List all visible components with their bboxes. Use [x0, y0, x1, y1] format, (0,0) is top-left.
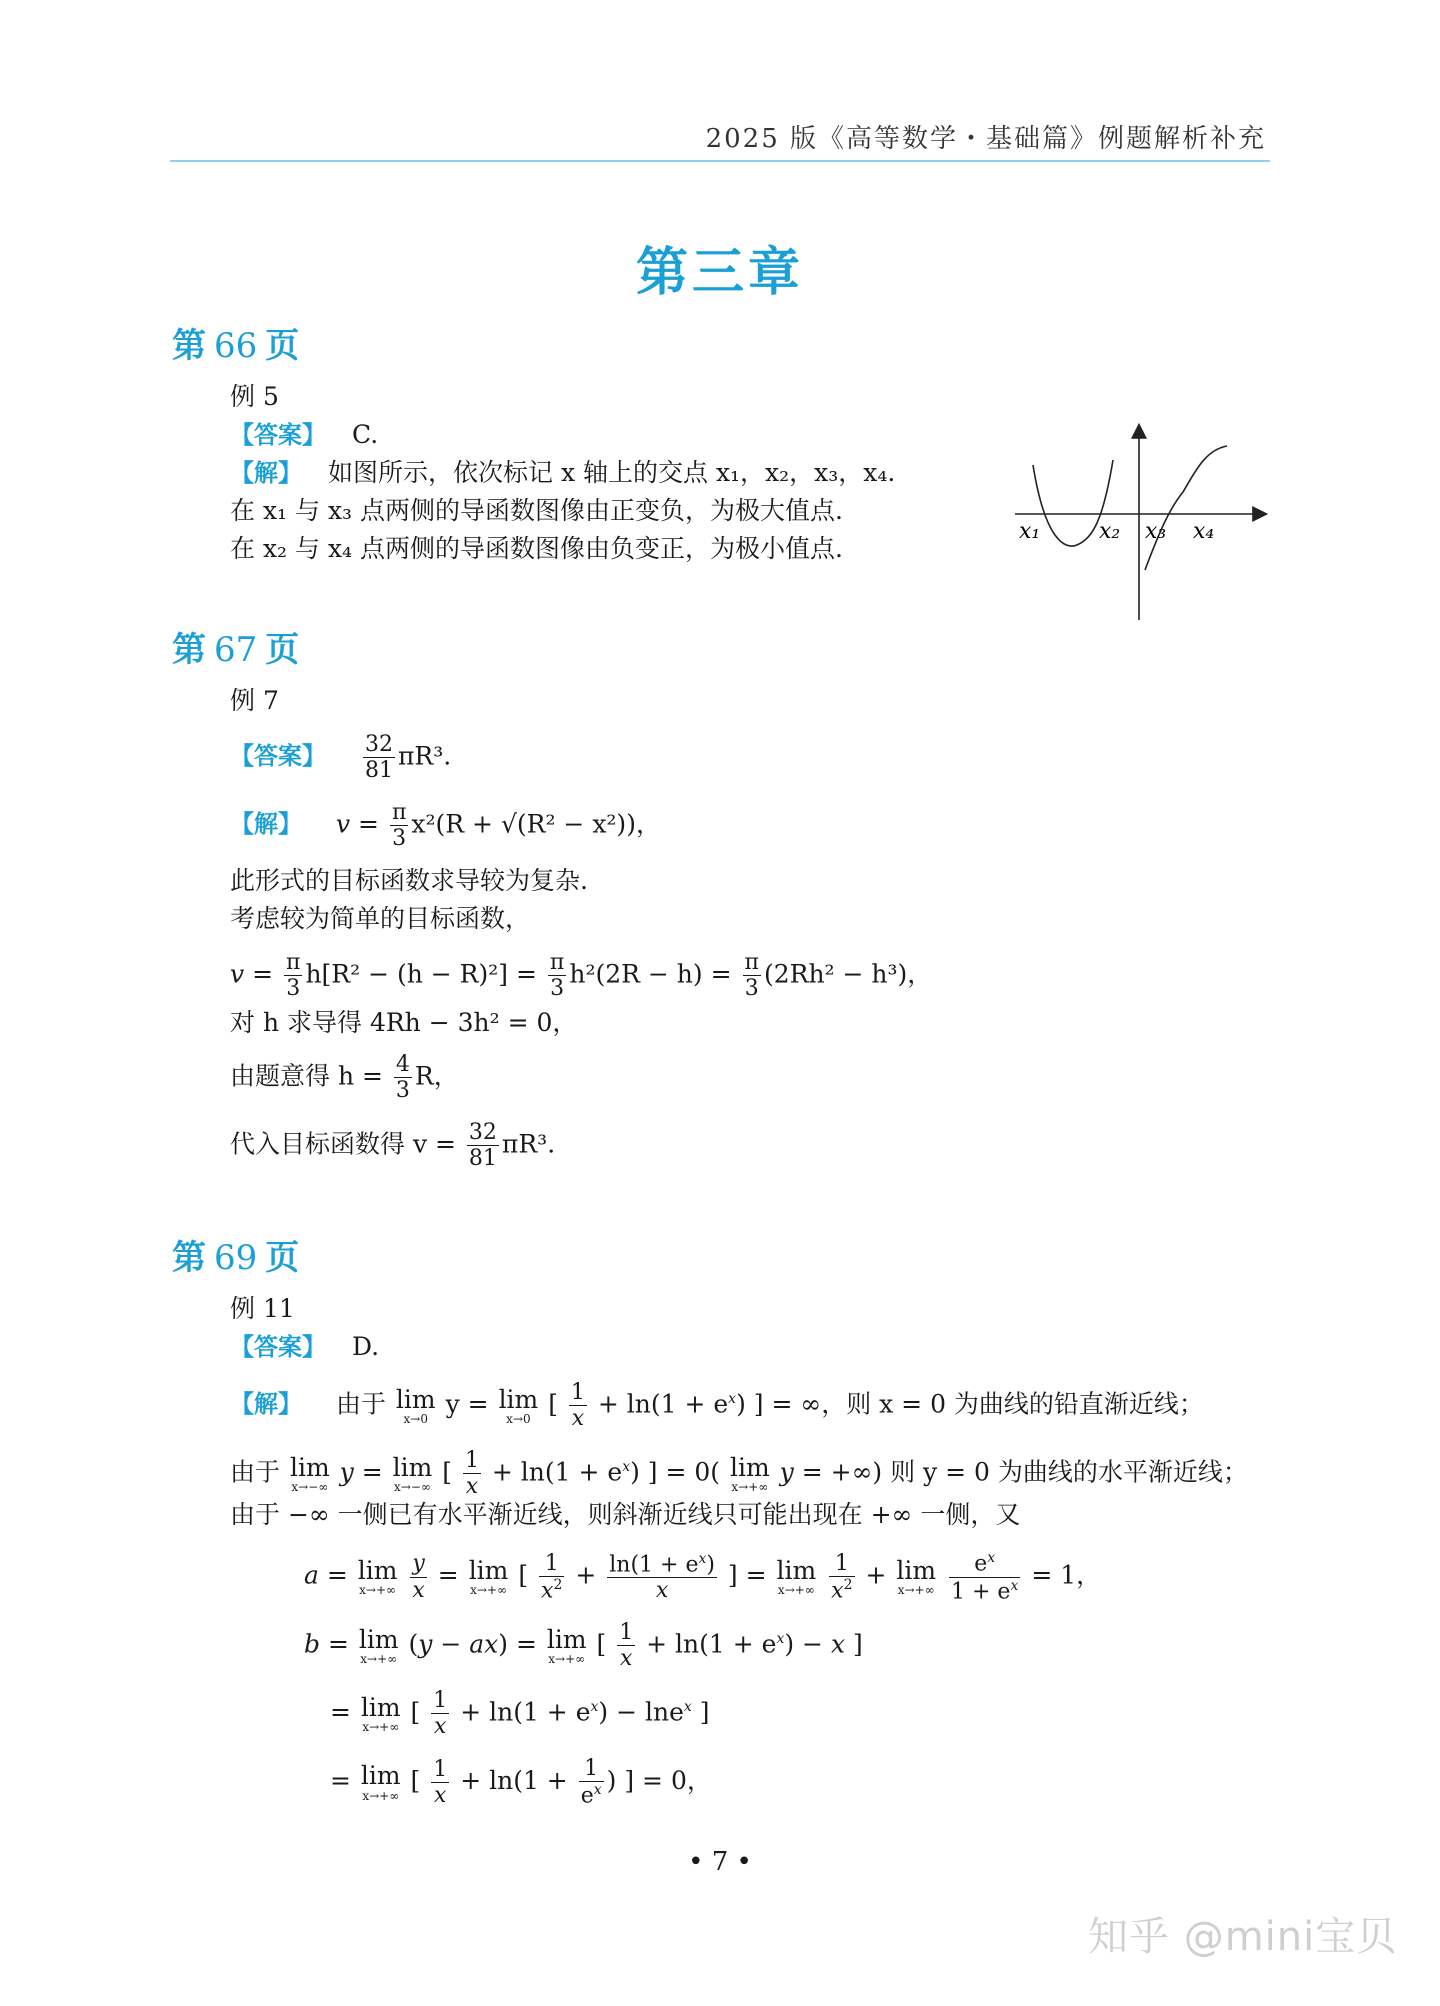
example-label: 例 7 [230, 686, 279, 715]
answer-line: 【答案】 D. [230, 1332, 380, 1361]
b-equation: b = lim x→+∞ (y − ax) = lim x→+∞ [ $\frac{1}{x}$ + $\ln(1 + e^x) - x$ ] [304, 1620, 863, 1672]
a-equation: a = lim x→+∞ $\frac{y}{x}$ = lim x→+∞ [ $\frac{1}{x^2}$ + $\frac{\ln(1 + e^x)}{x}$ ] = lim x→+∞ $\frac{1}{x^2}$ + lim x→+∞ $\frac{e^x}{1 + e^x}$ = 1， [304, 1550, 1102, 1604]
running-title: 2025 版《高等数学・基础篇》例题解析补充 [705, 124, 1266, 154]
curve-right [1145, 446, 1227, 570]
solution-tag: 【解】 [230, 459, 302, 487]
solution-text: 此形式的目标函数求导较为复杂. [230, 866, 588, 895]
watermark: 知乎 @mini宝贝 [1088, 1914, 1398, 1960]
solution-tag: 【解】 [230, 810, 302, 839]
solution-text: 考虑较为简单的目标函数， [230, 904, 531, 933]
solution-text: 在 x₁ 与 x₃ 点两侧的导函数图像由正变负，为极大值点. [230, 496, 843, 525]
answer-tag: 【答案】 [230, 421, 326, 449]
solution-tag: 【解】 [230, 1390, 302, 1419]
h-value-line: 由题意得 h = $\frac{4}{3}$ R， [230, 1052, 459, 1104]
derivative-graph-figure [1015, 420, 1275, 620]
solution-line: 【解】 v = $\frac{\pi}{3}$ x²(R + √(R² − x²))， [230, 800, 661, 852]
example-label: 例 11 [230, 1294, 295, 1323]
x3-label: x₃ [1145, 519, 1167, 544]
vertical-asymptote-line: 【解】 由于 lim x→0 y = lim x→0 [ $\frac{1}{x}$ + $\ln(1 + e^x)$ ] = ∞，则 x = 0 为曲线的铅直渐近线； [230, 1380, 1204, 1432]
x1-label: x₁ [1019, 519, 1041, 544]
chapter-title: 第三章 [635, 243, 804, 303]
page-heading-67: 第 67 页 [172, 630, 300, 670]
fraction: $\frac{32}{81}$ [364, 732, 393, 784]
fraction: $\frac{\pi}{3}$ [391, 800, 407, 852]
page-number: • 7 • [688, 1847, 752, 1877]
answer-tag: 【答案】 [230, 1333, 326, 1361]
derivative-line: 对 h 求导得 4Rh − 3h² = 0， [230, 1008, 578, 1037]
horizontal-asymptote-line: 由于 lim x→−∞ y = lim x→−∞ [ $\frac{1}{x}$ + $\ln(1 + e^x)$ ] = 0( lim x→+∞ y = +∞) 则 y = 0 为曲线的水平渐近线； [230, 1448, 1248, 1500]
answer-line: 【答案】 C. [230, 420, 379, 449]
solution-line: 【解】 如图所示，依次标记 x 轴上的交点 x₁，x₂，x₃，x₄. [230, 458, 896, 487]
example-label: 例 5 [230, 382, 279, 411]
b-equation-result: = lim x→+∞ [ $\frac{1}{x}$ + ln(1 + $\frac{1}{e^x}$ ) ] = 0， [330, 1756, 712, 1809]
answer-tag: 【答案】 [230, 742, 326, 771]
x2-label: x₂ [1099, 519, 1121, 544]
answer-line: 【答案】 $\frac{32}{81}$ πR³. [230, 732, 452, 784]
solution-text: 在 x₂ 与 x₄ 点两侧的导函数图像由负变正，为极小值点. [230, 534, 843, 563]
v-equation: v = $\frac{\pi}{3}$ h[R² − (h − R)²] = $\frac{\pi}{3}$ h²(2R − h) = $\frac{\pi}{3}$ (2Rh² − h³)， [230, 950, 933, 1002]
header-rule [170, 160, 1270, 162]
oblique-asymptote-intro: 由于 −∞ 一侧已有水平渐近线，则斜渐近线只可能出现在 +∞ 一侧，又 [230, 1500, 1021, 1529]
page-heading-69: 第 69 页 [172, 1238, 300, 1278]
b-equation-step: = lim x→+∞ [ $\frac{1}{x}$ + $\ln(1 + e^x) - \ln e^x$ ] [330, 1688, 710, 1740]
x4-label: x₄ [1193, 519, 1215, 544]
page-heading-66: 第 66 页 [172, 326, 300, 366]
v-final-line: 代入目标函数得 v = $\frac{32}{81}$ πR³. [230, 1120, 556, 1172]
